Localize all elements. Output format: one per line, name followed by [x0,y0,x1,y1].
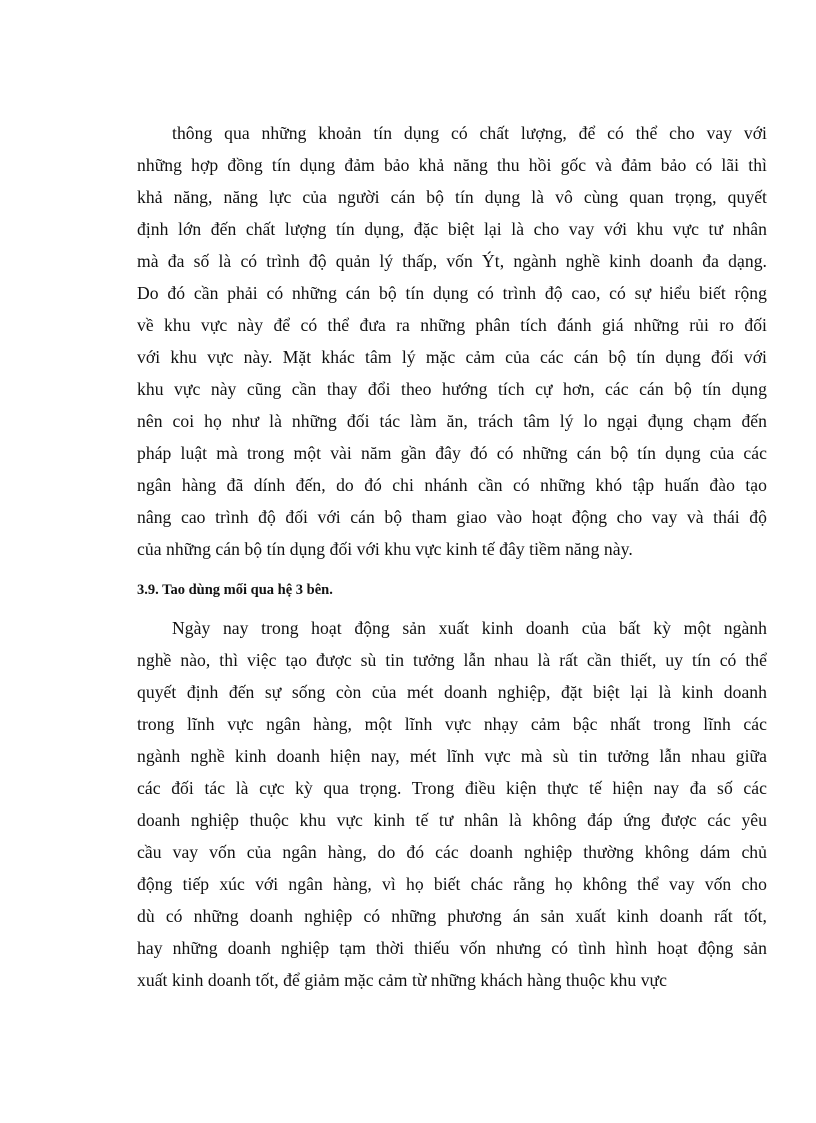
text-line: nâng cao trình độ đối với cán bộ tham giao vào hoạt động cho vay và thái độ [137,507,767,527]
text-line: trong lĩnh vực ngân hàng, một lĩnh vực nhạy cảm bậc nhất trong lĩnh các [137,714,767,734]
text-line: ngân hàng đã dính đến, do đó chi nhánh cần có những khó tập huấn đào tạo [137,475,767,495]
text-line: Do đó cần phải có những cán bộ tín dụng có trình độ cao, có sự hiểu biết rộng [137,283,767,303]
text-line: ngành nghề kinh doanh hiện nay, mét lĩnh vực mà sù tin tưởng lẫn nhau giữa [137,746,767,766]
text-line: cầu vay vốn của ngân hàng, do đó các doanh nghiệp thường không dám chủ [137,842,767,862]
text-line: hay những doanh nghiệp tạm thời thiếu vốn nhưng có tình hình hoạt động sản [137,938,767,958]
section-heading: 3.9. Tao dùng mối qua hệ 3 bên. [137,582,333,598]
text-line: của những cán bộ tín dụng đối với khu vực kinh tế đây tiềm năng này. [137,539,633,559]
text-line: mà đa số là có trình độ quản lý thấp, vốn Ýt, ngành nghề kinh doanh đa dạng. [137,251,767,271]
text-line: quyết định đến sự sống còn của mét doanh nghiệp, đặt biệt lại là kinh doanh [137,682,767,702]
text-line: thông qua những khoản tín dụng có chất lượng, để có thể cho vay với [172,123,767,143]
text-line: động tiếp xúc với ngân hàng, vì họ biết chác rằng họ không thể vay vốn cho [137,874,767,894]
text-line: doanh nghiệp thuộc khu vực kinh tế tư nhân là không đáp ứng được các yêu [137,810,767,830]
text-line: khu vực này cũng cần thay đổi theo hướng tích cự hơn, các cán bộ tín dụng [137,379,767,399]
text-line: những hợp đồng tín dụng đảm bảo khả năng thu hồi gốc và đảm bảo có lãi thì [137,155,767,175]
text-line: Ngày nay trong hoạt động sản xuất kinh doanh của bất kỳ một ngành [172,618,767,638]
text-line: xuất kinh doanh tốt, để giảm mặc cảm từ những khách hàng thuộc khu vực [137,970,667,990]
text-line: nghề nào, thì việc tạo được sù tin tưởng lẫn nhau là rất cần thiết, uy tín có thể [137,650,767,670]
text-line: pháp luật mà trong một vài năm gần đây đó có những cán bộ tín dụng của các [137,443,767,463]
text-line: nên coi họ như là những đối tác làm ăn, trách tâm lý lo ngại đụng chạm đến [137,411,767,431]
text-line: với khu vực này. Mặt khác tâm lý mặc cảm của các cán bộ tín dụng đối với [137,347,767,367]
text-line: khả năng, năng lực của người cán bộ tín dụng là vô cùng quan trọng, quyết [137,187,767,207]
text-line: dù có những doanh nghiệp có những phương án sản xuất kinh doanh rất tốt, [137,906,767,926]
text-line: định lớn đến chất lượng tín dụng, đặc biệt lại là cho vay với khu vực tư nhân [137,219,767,239]
text-line: về khu vực này để có thể đưa ra những phân tích đánh giá những rủi ro đối [137,315,767,335]
text-line: các đối tác là cực kỳ qua trọng. Trong điều kiện thực tế hiện nay đa số các [137,778,767,798]
